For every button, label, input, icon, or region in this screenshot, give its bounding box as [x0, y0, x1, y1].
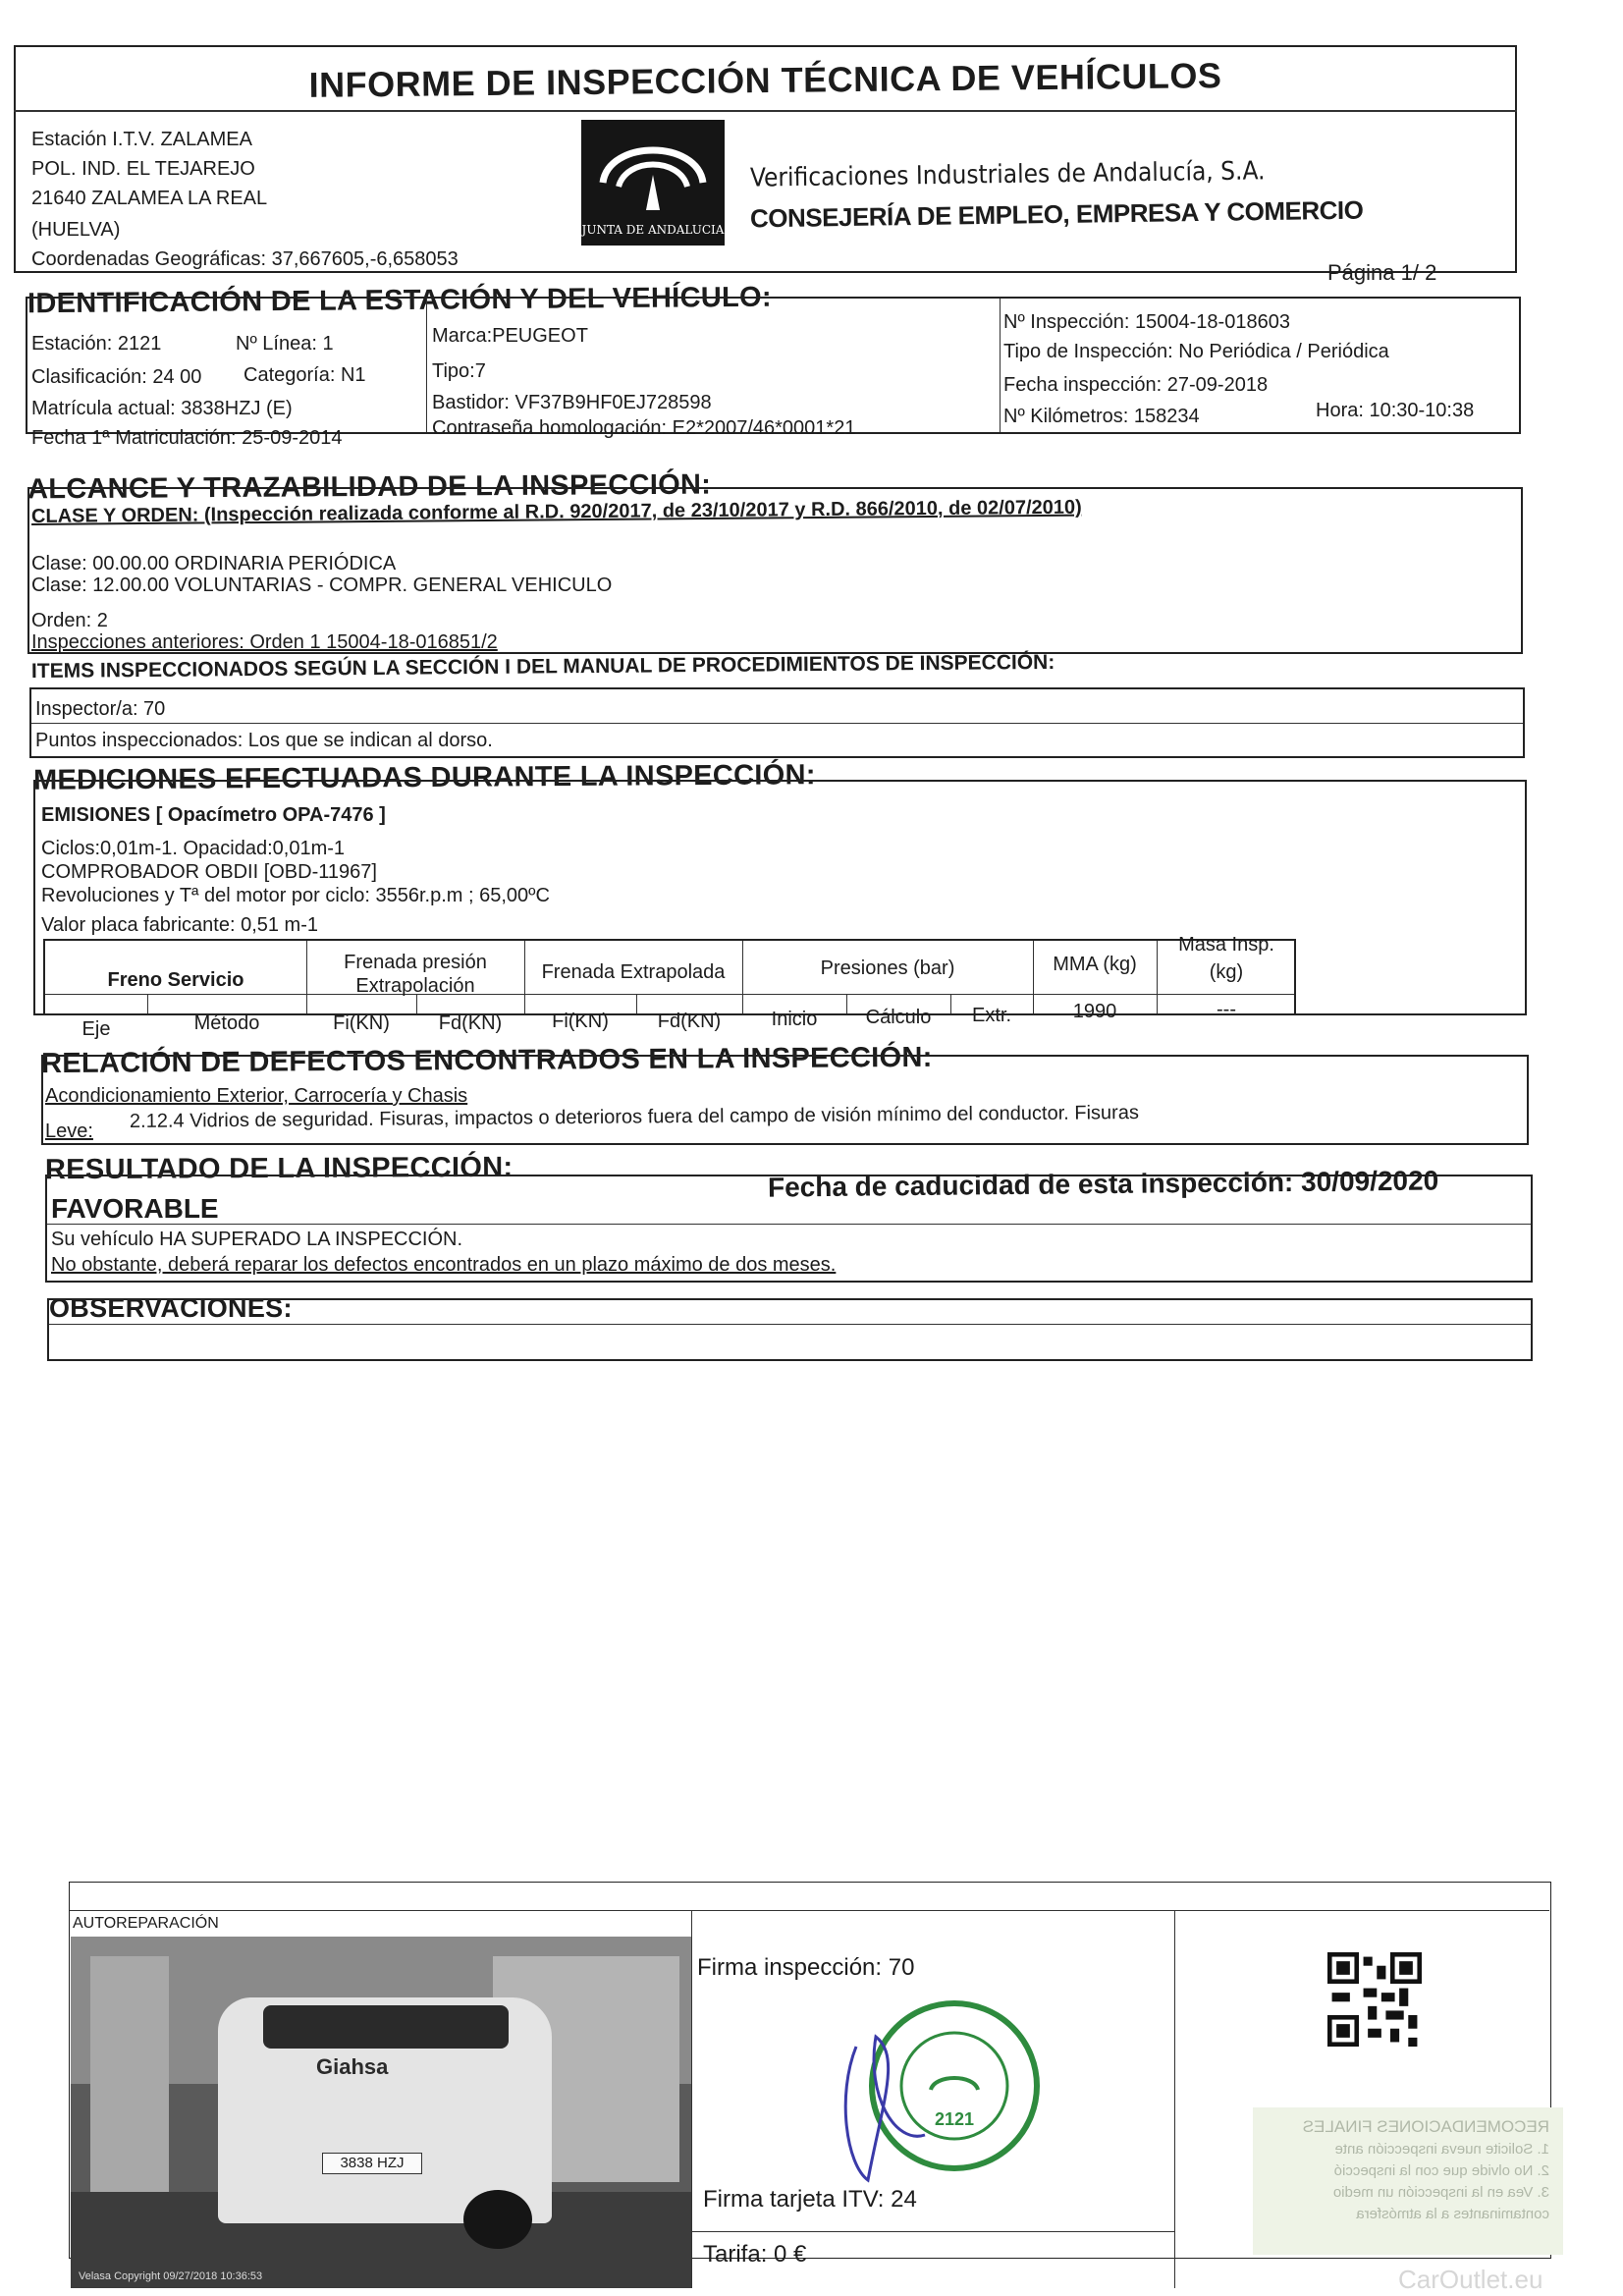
- watermark: CarOutlet.eu: [1398, 2265, 1543, 2294]
- resultado-value: FAVORABLE: [51, 1193, 219, 1224]
- recomendaciones-mirrored: [1253, 2107, 1563, 2255]
- observaciones-divider: [49, 1324, 1531, 1325]
- emisiones-heading: EMISIONES [ Opacímetro OPA-7476 ]: [41, 804, 386, 826]
- document-title: INFORME DE INSPECCIÓN TÉCNICA DE VEHÍCULOS: [308, 55, 1222, 105]
- caducidad-date: Fecha de caducidad de esta inspección: 30/09/2020: [767, 1165, 1439, 1203]
- th-frenada-presion-2: Extrapolación: [355, 975, 475, 997]
- title-underline: [14, 110, 1517, 112]
- observaciones-frame: [47, 1298, 1533, 1361]
- stamp-number: 2121: [934, 2109, 975, 2129]
- id-matricula: Matrícula actual: 3838HZJ (E): [31, 398, 293, 419]
- recomendaciones-line-3: 3. Vea en la inspección un medio: [1332, 2184, 1549, 2201]
- th-frenada-presion-1: Frenada presión: [344, 952, 487, 973]
- station-coordinates: Coordenadas Geográficas: 37,667605,-6,658053: [31, 248, 459, 270]
- page-number: Página 1/ 2: [1327, 260, 1437, 285]
- id-homologacion: Contraseña homologación: E2*2007/46*0001*21: [432, 417, 856, 439]
- th-frenada-extrapolada: Frenada Extrapolada: [541, 961, 726, 983]
- itv-stamp-icon: [807, 1988, 1062, 2204]
- items-title: ITEMS INSPECCIONADOS SEGÚN LA SECCIÓN I DEL MANUAL DE PROCEDIMIENTOS DE INSPECCIÓN:: [30, 650, 1055, 683]
- th-calculo: Cálculo: [865, 1007, 932, 1028]
- autoreparacion-label: AUTOREPARACIÓN: [73, 1915, 219, 1932]
- mediciones-obd: COMPROBADOR OBDII [OBD-11967]: [41, 861, 377, 883]
- mediciones-placa: Valor placa fabricante: 0,51 m-1: [41, 914, 319, 936]
- th-masa-insp-1: Masa Insp.: [1178, 934, 1274, 956]
- van-window: [263, 2005, 509, 2049]
- defectos-title: RELACIÓN DE DEFECTOS ENCONTRADOS EN LA INSPECCIÓN:: [40, 1041, 933, 1080]
- alcance-orden: Orden: 2: [31, 610, 108, 631]
- junta-logo: [581, 120, 725, 246]
- id-hora: Hora: 10:30-10:38: [1316, 400, 1475, 421]
- clase-orden-heading: CLASE Y ORDEN: (Inspección realizada conforme al R.D. 920/2017, de 23/10/2017 y R.D. 866/2010, de 02/07/2010): [30, 496, 1082, 527]
- photo-door-left: [90, 1956, 169, 2192]
- mediciones-title: MEDICIONES EFECTUADAS DURANTE LA INSPECCIÓN:: [32, 759, 816, 796]
- th-freno-servicio: Freno Servicio: [107, 969, 244, 991]
- id-tipo-inspeccion: Tipo de Inspección: No Periódica / Periódica: [1003, 341, 1389, 362]
- alcance-clase-1: Clase: 00.00.00 ORDINARIA PERIÓDICA: [31, 553, 397, 574]
- th-presiones: Presiones (bar): [820, 957, 955, 979]
- th-eje: Eje: [81, 1018, 111, 1040]
- ministry-name: CONSEJERÍA DE EMPLEO, EMPRESA Y COMERCIO: [749, 194, 1364, 234]
- observaciones-title: OBSERVACIONES:: [49, 1293, 293, 1323]
- mediciones-revoluciones: Revoluciones y Tª del motor por ciclo: 3556r.p.m ; 65,00ºC: [41, 885, 550, 906]
- th-fd-presion: Fd(KN): [438, 1012, 503, 1034]
- th-fd-extrapolada: Fd(KN): [657, 1011, 722, 1032]
- items-inspector: Inspector/a: 70: [35, 698, 166, 720]
- resultado-divider: [47, 1224, 1531, 1225]
- id-tipo: Tipo:7: [432, 360, 486, 382]
- th-extr: Extr.: [971, 1005, 1011, 1026]
- recomendaciones-title: RECOMENDACIONES FINALES: [1302, 2117, 1549, 2136]
- identification-title: IDENTIFICACIÓN DE LA ESTACIÓN Y DEL VEHÍCULO:: [27, 281, 773, 320]
- id-fecha-matriculacion: Fecha 1ª Matriculación: 25-09-2014: [31, 427, 343, 449]
- station-line-3: 21640 ZALAMEA LA REAL: [31, 188, 268, 209]
- vehicle-photo: [71, 1937, 691, 2288]
- junta-logo-text: JUNTA DE ANDALUCIA: [581, 223, 725, 237]
- signature-divider-1: [691, 2231, 1174, 2232]
- van-plate: 3838 HZJ: [322, 2153, 422, 2174]
- items-puntos: Puntos inspeccionados: Los que se indican al dorso.: [35, 730, 493, 751]
- station-line-2: POL. IND. EL TEJAREJO: [31, 158, 255, 180]
- id-col-divider-2: [1000, 299, 1001, 432]
- defectos-grupo: Acondicionamiento Exterior, Carrocería y Chasis: [45, 1085, 468, 1107]
- items-divider: [31, 723, 1523, 724]
- alcance-clase-2: Clase: 12.00.00 VOLUNTARIAS - COMPR. GENERAL VEHICULO: [31, 574, 613, 596]
- recomendaciones-line-1: 1. Solicite nueva inspección ante: [1334, 2141, 1549, 2158]
- resultado-line-1: Su vehículo HA SUPERADO LA INSPECCIÓN.: [51, 1229, 463, 1250]
- brake-col-6: [147, 994, 148, 1013]
- signature-col-right: [1174, 1911, 1175, 2288]
- id-linea: Nº Línea: 1: [236, 333, 334, 355]
- alcance-title: ALCANCE Y TRAZABILIDAD DE LA INSPECCIÓN:: [27, 468, 712, 506]
- alcance-anteriores: Inspecciones anteriores: Orden 1 15004-18-016851/2: [31, 631, 498, 653]
- brake-table-row-divider: [45, 994, 1294, 995]
- id-numero-inspeccion: Nº Inspección: 15004-18-018603: [1003, 311, 1290, 333]
- company-name: Verificaciones Industriales de Andalucía, S.A.: [749, 156, 1266, 193]
- th-fi-extrapolada: Fi(KN): [552, 1011, 609, 1032]
- station-line-1: Estación I.T.V. ZALAMEA: [31, 129, 252, 150]
- firma-tarjeta: Firma tarjeta ITV: 24: [703, 2186, 917, 2213]
- resultado-title: RESULTADO DE LA INSPECCIÓN:: [44, 1151, 514, 1186]
- footer-top-divider: [70, 1910, 1549, 1911]
- th-inicio: Inicio: [771, 1009, 818, 1030]
- van-wheel: [463, 2190, 532, 2249]
- id-marca: Marca:PEUGEOT: [432, 325, 588, 347]
- recomendaciones-line-4: contaminantes a la atmósfera: [1356, 2206, 1549, 2222]
- th-fi-presion: Fi(KN): [333, 1012, 390, 1034]
- defectos-detalle: 2.12.4 Vidrios de seguridad. Fisuras, impactos o deterioros fuera del campo de visión mínimo del conductor. Fisuras: [129, 1102, 1139, 1132]
- id-kilometros: Nº Kilómetros: 158234: [1003, 406, 1200, 427]
- id-col-divider-1: [426, 299, 427, 432]
- mma-value: 1990: [1072, 1001, 1117, 1022]
- th-mma: MMA (kg): [1053, 954, 1137, 975]
- van-logo: Giahsa: [316, 2054, 389, 2079]
- id-bastidor: Bastidor: VF37B9HF0EJ728598: [432, 392, 712, 413]
- qr-code-icon: [1327, 1952, 1422, 2047]
- th-masa-insp-2: (kg): [1209, 961, 1244, 983]
- id-clasificacion: Clasificación: 24 00: [31, 366, 202, 388]
- recomendaciones-line-2: 2. No olvide que con la inspecció: [1333, 2162, 1549, 2179]
- photo-caption: Velasa Copyright 09/27/2018 10:36:53: [79, 2270, 263, 2282]
- mediciones-ciclos: Ciclos:0,01m-1. Opacidad:0,01m-1: [41, 838, 346, 859]
- tarifa: Tarifa: 0 €: [703, 2241, 807, 2268]
- id-estacion: Estación: 2121: [31, 333, 162, 355]
- junta-emblem-icon: [581, 120, 725, 222]
- masa-value: ---: [1217, 999, 1236, 1020]
- station-line-4: (HUELVA): [31, 219, 121, 241]
- th-metodo: Método: [193, 1012, 260, 1034]
- id-fecha-inspeccion: Fecha inspección: 27-09-2018: [1003, 374, 1269, 396]
- id-categoria: Categoría: N1: [243, 364, 366, 386]
- defectos-nivel: Leve:: [45, 1121, 93, 1142]
- firma-inspeccion: Firma inspección: 70: [697, 1954, 915, 1981]
- resultado-line-2: No obstante, deberá reparar los defectos encontrados en un plazo máximo de dos meses.: [51, 1254, 837, 1276]
